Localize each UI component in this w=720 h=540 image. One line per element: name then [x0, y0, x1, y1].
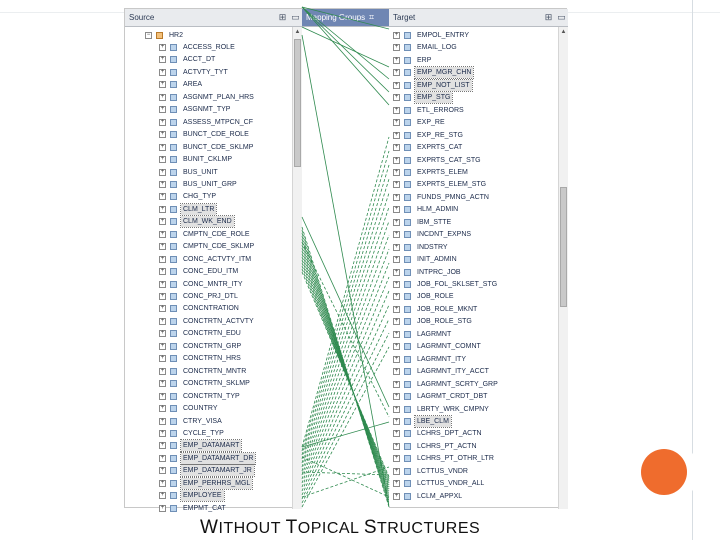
- expand-icon[interactable]: +: [394, 181, 399, 188]
- source-table-label: EMP_DATAMART_DR: [183, 454, 254, 462]
- source-table-label: CTRY_VISA: [183, 417, 222, 425]
- expand-icon[interactable]: +: [394, 32, 399, 38]
- mapping-link-line[interactable]: [302, 333, 389, 503]
- target-table-label: LCHRS_DPT_ACTN: [417, 430, 482, 438]
- source-table-label: ACTVTY_TYT: [183, 68, 228, 76]
- target-table-label: EMP_STG: [417, 94, 451, 102]
- expand-icon[interactable]: +: [160, 268, 165, 275]
- table-icon: [170, 442, 177, 449]
- table-icon: [170, 256, 177, 263]
- table-icon: [170, 131, 177, 138]
- database-icon: [156, 32, 163, 39]
- target-tree: [389, 27, 568, 509]
- target-table-label: ERP: [417, 56, 432, 64]
- target-scroll-thumb[interactable]: [560, 187, 567, 307]
- mapping-link-line[interactable]: [302, 242, 389, 417]
- target-table-label: LCTTUS_VNDR: [417, 467, 468, 475]
- table-icon: [404, 94, 411, 101]
- expand-icon[interactable]: +: [160, 118, 165, 125]
- table-icon: [170, 355, 177, 362]
- table-icon: [170, 231, 177, 238]
- mapping-panel-title: Mapping Groups: [306, 13, 366, 22]
- expand-icon[interactable]: +: [160, 56, 165, 63]
- mapping-link-line[interactable]: [302, 151, 389, 451]
- target-table-label: LAGRMT_CRDT_DBT: [417, 393, 488, 401]
- collapse-icon[interactable]: −: [146, 32, 151, 38]
- table-icon: [170, 144, 177, 151]
- expand-icon[interactable]: +: [160, 442, 165, 449]
- expand-icon[interactable]: +: [160, 305, 165, 312]
- table-icon: [170, 156, 177, 163]
- expand-icon[interactable]: +: [394, 193, 399, 200]
- expand-icon[interactable]: +: [394, 355, 399, 362]
- expand-icon[interactable]: +: [160, 205, 165, 212]
- expand-icon[interactable]: +: [160, 367, 165, 374]
- table-icon: [404, 181, 411, 188]
- table-icon: [170, 81, 177, 88]
- table-icon: [404, 69, 411, 76]
- target-table-label: FUNDS_PMNG_ACTN: [417, 193, 489, 201]
- target-table-label: EXPRTS_CAT: [417, 144, 463, 152]
- table-icon: [404, 32, 411, 39]
- expand-icon[interactable]: +: [394, 81, 399, 88]
- table-icon: [404, 406, 411, 413]
- source-table-label: CONC_MNTR_ITY: [183, 280, 243, 288]
- source-table-label: BUNCT_CDE_ROLE: [183, 131, 249, 139]
- expand-icon[interactable]: +: [394, 131, 399, 138]
- target-table-label: LAGRMNT_COMNT: [417, 343, 481, 351]
- target-table-label: LAGRMNT_ITY_ACCT: [417, 368, 489, 376]
- target-table-label: LCTTUS_VNDR_ALL: [417, 480, 485, 488]
- table-icon: [170, 44, 177, 51]
- expand-icon[interactable]: +: [160, 355, 165, 362]
- filter-icon[interactable]: ⊞: [278, 12, 287, 22]
- target-table-label: HLM_ADMIN: [417, 206, 459, 214]
- table-icon: [170, 243, 177, 250]
- expand-icon[interactable]: +: [160, 317, 165, 324]
- target-table-label: JOB_ROLE: [417, 293, 454, 301]
- expand-icon[interactable]: +: [160, 255, 165, 262]
- table-icon: [170, 119, 177, 126]
- source-table-label: CONCTRTN_EDU: [183, 330, 241, 338]
- source-table-label: BUNCT_CDE_SKLMP: [183, 143, 254, 151]
- expand-icon[interactable]: +: [394, 144, 399, 151]
- expand-icon[interactable]: +: [394, 119, 399, 126]
- expand-icon[interactable]: +: [394, 430, 399, 437]
- target-table-label: JOB_ROLE_MKNT: [417, 305, 478, 313]
- expand-icon[interactable]: +: [394, 442, 399, 449]
- source-table-label: BUS_UNIT_GRP: [183, 180, 237, 188]
- source-table-label: EMPMT_CAT: [183, 504, 226, 512]
- expand-icon[interactable]: +: [160, 243, 165, 250]
- expand-icon[interactable]: +: [394, 206, 399, 213]
- mapping-link-line[interactable]: [302, 193, 389, 463]
- target-table-label: LCHRS_PT_ACTN: [417, 442, 477, 450]
- target-table-label: EXPRTS_CAT_STG: [417, 156, 481, 164]
- expand-icon[interactable]: +: [394, 417, 399, 424]
- expand-icon[interactable]: +: [394, 293, 399, 300]
- table-icon: [404, 356, 411, 363]
- expand-icon[interactable]: +: [160, 467, 165, 474]
- expand-icon[interactable]: +: [394, 330, 399, 337]
- expand-icon[interactable]: +: [160, 342, 165, 349]
- table-icon: [404, 306, 411, 313]
- expand-icon[interactable]: +: [394, 305, 399, 312]
- table-icon: [404, 107, 411, 114]
- expand-icon[interactable]: +: [160, 479, 165, 486]
- expand-icon[interactable]: +: [160, 180, 165, 187]
- target-table-label: EXPRTS_ELEM: [417, 168, 468, 176]
- table-icon: [404, 157, 411, 164]
- source-table-label: ACCESS_ROLE: [183, 44, 235, 51]
- expand-icon[interactable]: +: [160, 392, 165, 399]
- table-icon: [170, 218, 177, 225]
- source-table-label: CONCTRTN_TYP: [183, 392, 240, 400]
- table-icon: [170, 343, 177, 350]
- table-icon: [404, 468, 411, 475]
- scroll-up-icon[interactable]: ▲: [294, 29, 301, 35]
- table-icon: [170, 492, 177, 499]
- expand-icon[interactable]: +: [394, 156, 399, 163]
- table-icon: [170, 181, 177, 188]
- expand-icon[interactable]: +: [160, 218, 165, 225]
- table-icon: [404, 455, 411, 462]
- source-panel-title: Source: [129, 13, 155, 22]
- minimize-icon[interactable]: ▭: [291, 12, 300, 22]
- mapping-lines-area: [302, 27, 389, 509]
- target-table-label: EMP_NOT_LIST: [417, 81, 470, 89]
- source-table-label: CONC_PRJ_DTL: [183, 293, 238, 300]
- mapping-lines: [302, 27, 389, 509]
- source-table-label: CONCTRTN_HRS: [183, 355, 241, 363]
- minimize-icon[interactable]: ▭: [557, 12, 566, 22]
- expand-icon[interactable]: +: [394, 231, 399, 238]
- table-icon: [404, 244, 411, 251]
- expand-icon[interactable]: +: [160, 492, 165, 499]
- mapping-link-line[interactable]: [302, 272, 389, 477]
- expand-icon[interactable]: +: [394, 218, 399, 225]
- source-panel-header: [125, 9, 302, 27]
- table-icon: [404, 393, 411, 400]
- expand-icon[interactable]: +: [394, 44, 399, 51]
- table-icon: [170, 169, 177, 176]
- expand-icon[interactable]: +: [394, 94, 399, 101]
- source-table-label: ACCT_DT: [183, 56, 216, 64]
- mapping-link-line[interactable]: [302, 179, 389, 459]
- mapping-link-line[interactable]: [302, 305, 389, 495]
- filter-icon[interactable]: ⊞: [544, 12, 553, 22]
- target-table-label: JOB_FOL_SKLSET_STG: [417, 281, 498, 288]
- expand-icon[interactable]: +: [160, 193, 165, 200]
- expand-icon[interactable]: +: [160, 106, 165, 113]
- table-icon: [404, 293, 411, 300]
- target-table-label: EMAIL_LOG: [417, 44, 457, 52]
- source-table-label: CLM_LTR: [183, 205, 215, 213]
- expand-icon[interactable]: +: [160, 81, 165, 88]
- expand-icon[interactable]: +: [394, 56, 399, 63]
- expand-icon[interactable]: +: [394, 455, 399, 462]
- table-icon: [170, 330, 177, 337]
- expand-icon[interactable]: +: [160, 44, 165, 50]
- source-table-label: CONCTRTN_MNTR: [183, 367, 247, 375]
- target-table-label: EXP_RE: [417, 119, 445, 127]
- expand-icon[interactable]: +: [394, 393, 399, 400]
- table-icon: [404, 169, 411, 176]
- table-icon: [404, 443, 411, 450]
- source-table-label: BUNIT_CKLMP: [183, 156, 233, 164]
- table-icon: [404, 493, 411, 500]
- expand-icon[interactable]: +: [160, 230, 165, 237]
- target-table-label: IBM_STTE: [417, 218, 452, 226]
- target-table-label: LBE_CLM: [417, 417, 449, 425]
- table-icon: [404, 206, 411, 213]
- table-icon: [170, 393, 177, 400]
- source-table-label: CONCNTRATION: [183, 305, 239, 313]
- target-table-label: INTPRC_JOB: [417, 268, 461, 276]
- source-table-label: ASGNMT_TYP: [183, 106, 231, 114]
- mapping-link-line[interactable]: [302, 221, 389, 471]
- source-table-label: BUS_UNIT: [183, 168, 218, 176]
- table-icon: [404, 368, 411, 375]
- expand-icon[interactable]: +: [394, 168, 399, 175]
- target-table-label: LCHRS_PT_OTHR_LTR: [417, 455, 494, 463]
- table-icon: [404, 57, 411, 64]
- table-icon: [404, 281, 411, 288]
- expand-icon[interactable]: +: [160, 417, 165, 424]
- expand-icon[interactable]: +: [394, 467, 399, 474]
- source-table-label: CONCTRTN_GRP: [183, 342, 242, 350]
- table-icon: [170, 193, 177, 200]
- expand-icon[interactable]: +: [394, 318, 399, 325]
- source-table-label: CONC_ACTVTY_ITM: [183, 255, 252, 263]
- table-icon: [170, 430, 177, 437]
- target-table-label: EXPRTS_ELEM_STG: [417, 181, 487, 189]
- table-icon: [170, 480, 177, 487]
- source-table-label: CONCTRTN_SKLMP: [183, 380, 250, 388]
- table-icon: [170, 405, 177, 412]
- target-table-label: LAGRMNT_SCRTY_GRP: [417, 380, 498, 388]
- table-icon: [404, 256, 411, 263]
- expand-icon[interactable]: +: [160, 131, 165, 138]
- target-table-label: INIT_ADMIN: [417, 256, 457, 264]
- table-icon: [404, 318, 411, 325]
- source-scroll-thumb[interactable]: [294, 39, 301, 167]
- target-table-label: JOB_ROLE_STG: [417, 318, 472, 326]
- decorative-orange-circle: [641, 449, 687, 495]
- table-icon: [170, 318, 177, 325]
- expand-icon[interactable]: +: [160, 330, 165, 337]
- target-scrollbar[interactable]: [558, 27, 568, 509]
- target-table-label: EMP_MGR_CHN: [417, 69, 472, 77]
- expand-icon[interactable]: +: [160, 280, 165, 287]
- table-icon: [170, 418, 177, 425]
- expand-icon[interactable]: +: [394, 106, 399, 113]
- source-scrollbar[interactable]: [292, 27, 302, 509]
- table-icon: [404, 381, 411, 388]
- table-icon: [404, 219, 411, 226]
- expand-icon[interactable]: +: [160, 429, 165, 436]
- target-table-label: ETL_ERRORS: [417, 106, 464, 114]
- expand-icon[interactable]: +: [160, 68, 165, 75]
- table-icon: [404, 418, 411, 425]
- table-icon: [170, 281, 177, 288]
- expand-icon[interactable]: +: [394, 281, 399, 287]
- table-icon: [170, 106, 177, 113]
- table-icon: [170, 455, 177, 462]
- source-table-label: ASGNMT_PLAN_HRS: [183, 93, 254, 101]
- grid-icon[interactable]: ⌗: [368, 12, 375, 22]
- mapping-link-line[interactable]: [302, 472, 389, 475]
- expand-icon[interactable]: +: [394, 268, 399, 275]
- expand-icon[interactable]: +: [394, 69, 399, 76]
- expand-icon[interactable]: +: [160, 293, 165, 299]
- target-table-label: LBRTY_WRK_CMPNY: [417, 405, 489, 413]
- table-icon: [170, 467, 177, 474]
- table-icon: [404, 119, 411, 126]
- source-root-label: HR2: [169, 32, 184, 39]
- target-table-label: EMPOL_ENTRY: [417, 32, 469, 39]
- expand-icon[interactable]: +: [160, 504, 165, 511]
- target-table-label: LCLM_APPXL: [417, 492, 463, 500]
- expand-icon[interactable]: +: [394, 243, 399, 250]
- target-table-label: EXP_RE_STG: [417, 131, 463, 139]
- expand-icon[interactable]: +: [394, 405, 399, 412]
- table-icon: [170, 56, 177, 63]
- mapping-link-line[interactable]: [302, 217, 389, 407]
- expand-icon[interactable]: +: [394, 380, 399, 387]
- source-table-label: EMPLOYEE: [183, 492, 222, 500]
- target-table-label: INDSTRY: [417, 243, 448, 251]
- table-icon: [404, 132, 411, 139]
- source-table-label: EMP_DATAMART: [183, 442, 240, 450]
- target-table-label: LAGRMNT_ITY: [417, 355, 467, 363]
- expand-icon[interactable]: +: [160, 168, 165, 175]
- expand-icon[interactable]: +: [394, 256, 399, 263]
- table-icon: [170, 69, 177, 76]
- expand-icon[interactable]: +: [160, 405, 165, 412]
- slide-caption: WITHOUT TOPICAL STRUCTURES: [200, 517, 481, 538]
- table-icon: [404, 480, 411, 487]
- table-icon: [404, 194, 411, 201]
- expand-icon[interactable]: +: [394, 492, 399, 499]
- expand-icon[interactable]: +: [394, 343, 399, 350]
- table-icon: [404, 144, 411, 151]
- table-icon: [404, 269, 411, 276]
- table-icon: [170, 305, 177, 312]
- scroll-up-icon[interactable]: ▲: [560, 29, 567, 35]
- expand-icon[interactable]: +: [160, 93, 165, 100]
- table-icon: [170, 94, 177, 101]
- table-icon: [170, 293, 177, 300]
- source-table-label: EMP_DATAMART_JR: [183, 467, 252, 475]
- table-icon: [170, 206, 177, 213]
- source-tree: [125, 27, 302, 512]
- target-panel-title: Target: [393, 13, 416, 22]
- expand-icon[interactable]: +: [394, 480, 399, 487]
- table-icon: [170, 505, 177, 512]
- expand-icon[interactable]: +: [160, 143, 165, 150]
- table-icon: [404, 231, 411, 238]
- table-icon: [170, 380, 177, 387]
- expand-icon[interactable]: +: [394, 368, 399, 375]
- source-table-label: CLM_WK_END: [183, 218, 232, 226]
- expand-icon[interactable]: +: [160, 156, 165, 163]
- table-icon: [404, 331, 411, 338]
- source-table-label: CONC_EDU_ITM: [183, 268, 239, 276]
- target-table-label: LAGRMNT: [417, 330, 452, 338]
- expand-icon[interactable]: +: [160, 454, 165, 461]
- table-icon: [170, 268, 177, 275]
- source-table-label: CHG_TYP: [183, 193, 217, 201]
- table-icon: [404, 430, 411, 437]
- source-table-label: ASSESS_MTPCN_CF: [183, 118, 254, 126]
- mapping-screenshot: [124, 8, 567, 512]
- source-table-label: CMPTN_CDE_SKLMP: [183, 243, 255, 251]
- source-table-label: CMPTN_CDE_ROLE: [183, 230, 250, 238]
- expand-icon[interactable]: +: [160, 380, 165, 387]
- source-table-label: COUNTRY: [183, 405, 218, 413]
- target-table-label: INCDNT_EXPNS: [417, 231, 472, 239]
- mapping-link-line[interactable]: [302, 165, 389, 455]
- source-table-label: CYCLE_TYP: [183, 429, 224, 437]
- source-table-label: CONCTRTN_ACTVTY: [183, 317, 254, 325]
- table-icon: [404, 82, 411, 89]
- mapping-link-line[interactable]: [302, 27, 389, 67]
- table-icon: [404, 44, 411, 51]
- table-icon: [404, 343, 411, 350]
- table-icon: [170, 368, 177, 375]
- source-table-label: EMP_PERHRS_MGL: [183, 479, 251, 487]
- target-panel-header: [389, 9, 568, 27]
- source-table-label: AREA: [183, 81, 203, 89]
